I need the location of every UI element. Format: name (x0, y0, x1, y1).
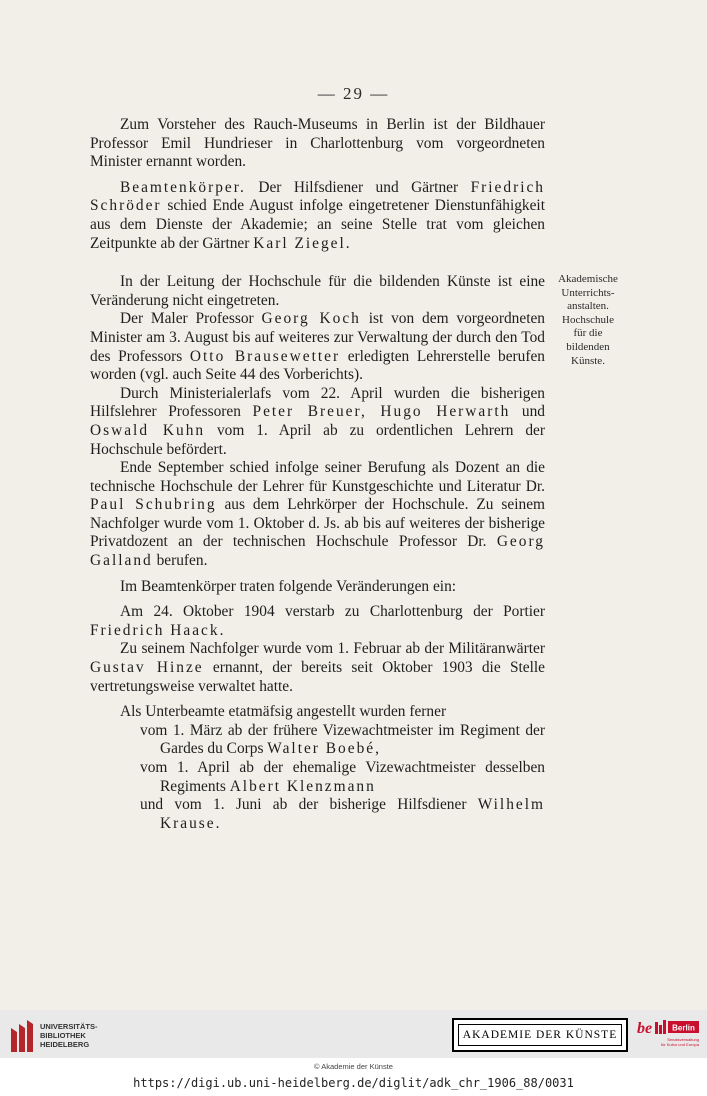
copyright-notice: © Akademie der Künste (314, 1062, 393, 1071)
margin-note: Akademische Unterrichts- anstalten. Hochschule für die bildenden Künste. (558, 273, 618, 367)
svg-text:Berlin: Berlin (672, 1023, 695, 1033)
svg-text:Senatsverwaltung: Senatsverwaltung (667, 1037, 699, 1042)
svg-text:für Kultur und Europa: für Kultur und Europa (660, 1042, 699, 1047)
page-number: — 29 — (317, 84, 390, 103)
berlin-senate-logo-icon[interactable] (636, 1018, 700, 1052)
university-library-logo-icon[interactable] (9, 1018, 35, 1054)
paragraph-rauch-museum: Zum Vorsteher des Rauch-Museums in Berlin ist der Bildhauer Professor Emil Hundrieser in Charlottenburg vom vorgeordneten Minister ernannt worden. (90, 116, 545, 171)
list-item-boebe: vom 1. März ab der frühere Vizewachtmeister im Regiment der Gardes du Corps Walter Boebé, (140, 721, 545, 758)
paragraph-hinze: Zu seinem Nachfolger wurde vom 1. Februar ab der Militäranwärter Gustav Hinze ernannt, der bereits seit Oktober 1903 die Stelle vertretungsweise verwaltet hatte. (90, 640, 545, 695)
list-item-klenzmann: vom 1. April ab der ehemalige Vizewachtmeister desselben Regiments Albert Klenzmann (140, 759, 545, 795)
body-text (90, 116, 545, 833)
university-library-name[interactable]: UNIVERSITÄTS- BIBLIOTHEK HEIDELBERG (40, 1022, 98, 1049)
paragraph-unterbeamte: Als Unterbeamte etatmäfsig angestellt wurden ferner (120, 703, 447, 721)
permalink-url[interactable]: https://digi.ub.uni-heidelberg.de/diglit/adk_chr_1906_88/0031 (133, 1076, 574, 1090)
paragraph-schubring: Ende September schied infolge seiner Berufung als Dozent an die technische Hochschule der Lehrer für Kunstgeschichte und Literatur Dr. Paul Schubring aus dem Lehrkörper der Hochschule. Zu seinem Nachfolger wurde vom 1. Oktober d. Js. ab bis auf weiteres der bisherige Privatdozent an der technischen Hochschule Professor Dr. Georg Galland berufen. (90, 459, 545, 570)
paragraph-hochschule-leitung: In der Leitung der Hochschule für die bildenden Künste ist eine Veränderung nicht eingetreten. (90, 273, 545, 309)
akademie-der-kuenste-logo[interactable]: AKADEMIE DER KÜNSTE (452, 1018, 628, 1052)
section-heading-beamtenkoerper: Beamtenkörper. (120, 178, 246, 196)
footer-band (0, 1010, 707, 1058)
paragraph-ministerialerlass: Durch Ministerialerlafs vom 22. April wurden die bisherigen Hilfslehrer Professoren Peter Breuer, Hugo Herwarth und Oswald Kuhn vom 1. April ab zu ordentlichen Lehrern der Hochschule befördert. (90, 384, 546, 458)
paragraph-beamtenkoerper-aenderungen: Im Beamtenkörper traten folgende Veränderungen ein: (120, 577, 457, 595)
paragraph-haack: Am 24. Oktober 1904 verstarb zu Charlottenburg der Portier Friedrich Haack. (90, 603, 545, 639)
paragraph-georg-koch: Der Maler Professor Georg Koch ist von dem vorgeordneten Minister am 3. August bis auf weiteres zur Verwaltung der durch den Tod des Professors Otto Brausewetter erledigten Lehrerstelle berufen worden (vgl. auch Seite 44 des Vorberichts). (90, 310, 545, 384)
list-item-krause: und vom 1. Juni ab der bisherige Hilfsdiener Wilhelm Krause. (140, 796, 545, 832)
paragraph-beamtenkoerper: Beamtenkörper. Der Hilfsdiener und Gärtner Friedrich Schröder schied Ende August infolge eingetretener Dienstunfähigkeit aus dem Dienste der Akademie; an seine Stelle trat vom gleichen Zeitpunkte ab der Gärtner Karl Ziegel. (90, 178, 545, 252)
svg-text:be: be (637, 1020, 653, 1037)
